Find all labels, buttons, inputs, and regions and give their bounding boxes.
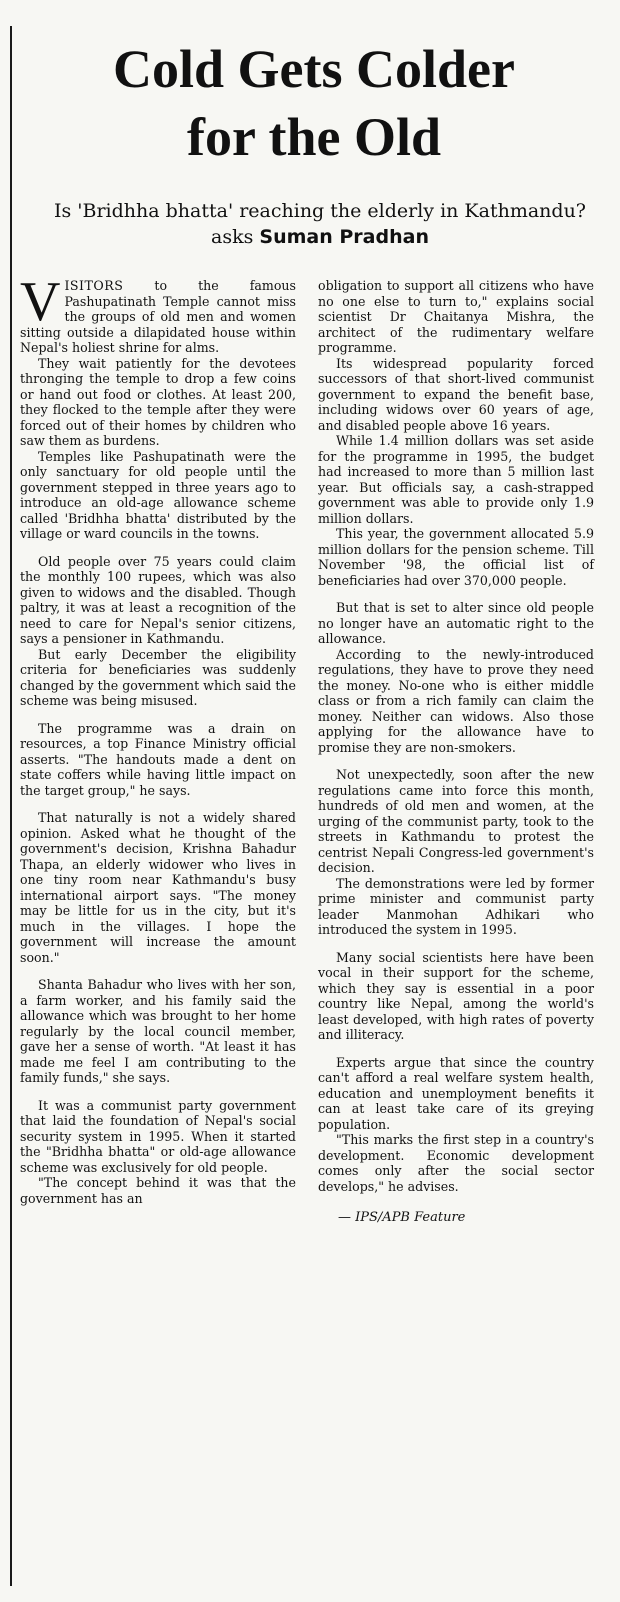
left-column-paragraph: "The concept behind it was that the government has an [20,1175,296,1206]
deck [40,198,600,250]
right-column-paragraph: This year, the government allocated 5.9 million dollars for the pension scheme. Till November '98, the official list of beneficiaries had over 370,000 people. [318,526,594,588]
lead-text: to the famous Pashupatinath Temple cannot miss the groups of old men and women sitting outside a dilapidated house within Nepal's holiest shrine for alms. [20,278,296,355]
right-column-paragraph: According to the newly-introduced regulations, they have to prove they need the money. No-one who is either middle class or from a rich family can claim the money. Neither can widows. Also those applying for the allowance have to promise they are non-smokers. [318,646,594,755]
drop-cap: V [20,271,61,333]
right-column-paragraph: But that is set to alter since old people no longer have an automatic right to the allowance. [318,600,594,646]
left-column-paragraph: Shanta Bahadur who lives with her son, a farm worker, and his family said the allowance which was brought to her home regularly by the local council member, gave her a sense of worth. "At least it has made me feel I am contributing to the family funds," she says. [20,977,296,1085]
left-column-paragraph [20,271,296,356]
left-column-paragraph: Temples like Pashupatinath were the only sanctuary for old people until the government stepped in three years ago to introduce an old-age allowance scheme called 'Bridhha bhatta' distributed by the village or ward councils in the towns. [20,448,296,541]
right-column-paragraph: The demonstrations were led by former prime minister and communist party leader Manmohan Adhikari who introduced the system in 1995. [318,875,594,937]
left-column-paragraph: But early December the eligibility criteria for beneficiaries was suddenly changed by the government which said the scheme was being misused. [20,646,296,708]
left-column-paragraph: That naturally is not a widely shared opinion. Asked what he thought of the government's decision, Krishna Bahadur Thapa, an elderly widower who lives in one tiny room near Kathmandu's busy international airport says. "The money may be little for us in the city, but it's much in the villages. I hope the government will increase the amount soon." [20,810,296,965]
right-column-paragraph: While 1.4 million dollars was set aside for the programme in 1995, the budget had increased to more than 5 million last year. But officials say, a cash-strapped government was able to provide only 1.9 million dollars. [318,433,594,526]
headline-line-2: for the Old [187,107,441,167]
right-column-paragraph: Its widespread popularity forced successors of that short-lived communist government to expand the benefit base, including widows over 60 years of age, and disabled people above 16 years. [318,355,594,433]
right-column-paragraph: Not unexpectedly, soon after the new regulations came into force this month, hundreds of old men and women, at the urging of the communist party, took to the streets in Kathmandu to protest the centrist Nepali Congress-led government's decision. [318,767,594,875]
left-column-paragraph: Old people over 75 years could claim the monthly 100 rupees, which was also given to widows and the disabled. Though paltry, it was at least a recognition of the need to care for Nepal's senior citizens, says a pensioner in Kathmandu. [20,553,296,646]
right-column-paragraph: Many social scientists here have been vocal in their support for the scheme, which they say is essential in a poor country like Nepal, among the world's least developed, with high rates of poverty and illiteracy. [318,949,594,1042]
headline-line-1: Cold Gets Colder [113,39,515,99]
right-column-paragraph: Experts argue that since the country can't afford a real welfare system health, education and unemployment benefits it can at least take care of its greying population. [318,1054,594,1132]
left-column-paragraph: The programme was a drain on resources, a top Finance Ministry official asserts. "The handouts made a dent on state coffers while having little impact on the target group," he says. [20,720,296,798]
left-column-paragraph: It was a communist party government that laid the foundation of Nepal's social security system in 1995. When it started the "Bridhha bhatta" or old-age allowance scheme was exclusively for old people. [20,1097,296,1175]
byline: Suman Pradhan [259,226,429,248]
lead-caps: ISITORS [64,278,124,293]
right-column-paragraph: "This marks the first step in a country's development. Economic development comes only after the social sector develops," he advises. [318,1132,594,1194]
left-column [20,271,296,1206]
left-column-paragraph: They wait patiently for the devotees thronging the temple to drop a few coins or hand out food or clothes. At least 200, they flocked to the temple after they were forced out of their homes by children who saw them as burdens. [20,355,296,448]
deck-text: Is 'Bridhha bhatta' reaching the elderly in Kathmandu? asks [53,200,586,248]
article-credit: — IPS/APB Feature [338,1210,466,1225]
right-column [318,278,594,1226]
right-column-paragraph: obligation to support all citizens who have no one else to turn to," explains social scientist Dr Chaitanya Mishra, the architect of the rudimentary welfare programme. [318,278,594,355]
column-rule [10,26,12,1586]
